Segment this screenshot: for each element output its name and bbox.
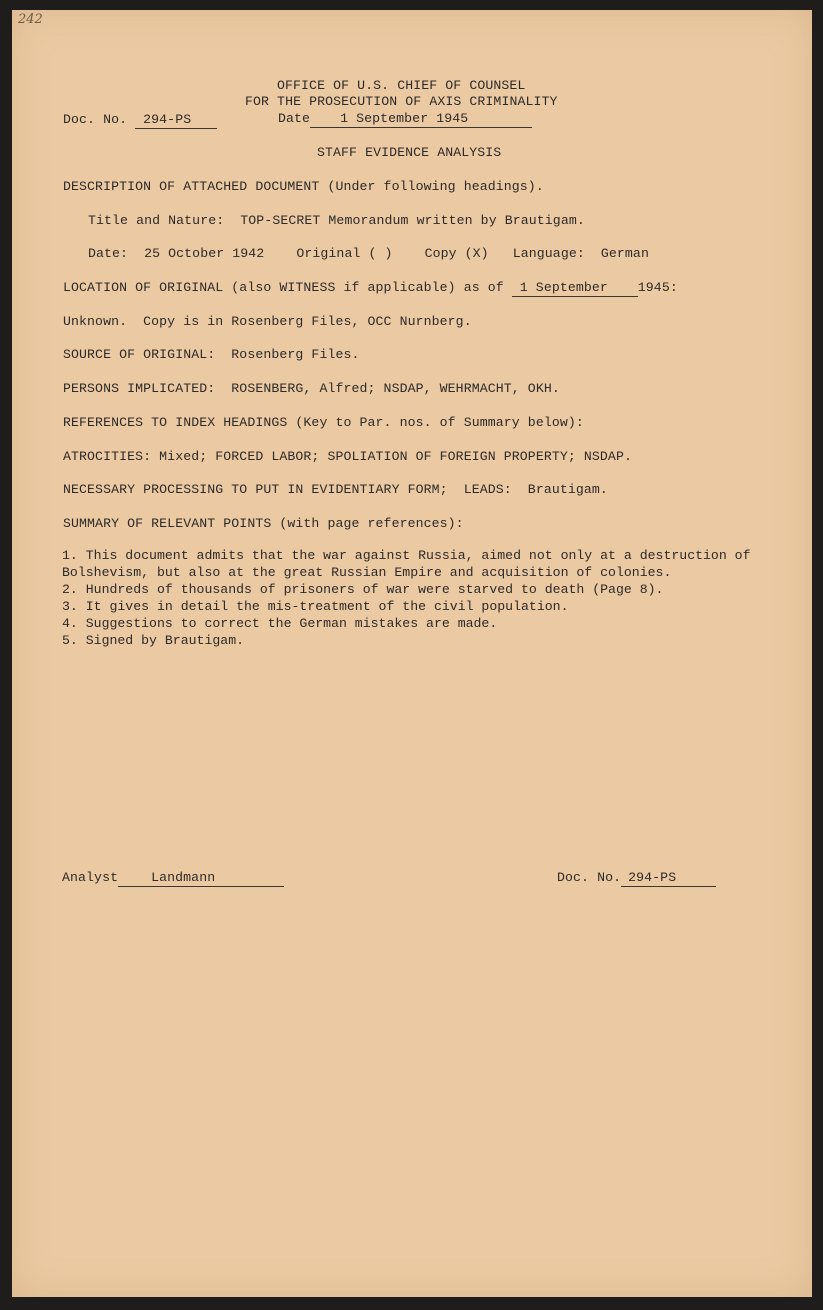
doc-no-value: 294-PS <box>143 112 192 127</box>
necessary-processing: NECESSARY PROCESSING TO PUT IN EVIDENTIARY FORM; LEADS: Brautigam. <box>63 482 608 497</box>
page-title: STAFF EVIDENCE ANALYSIS <box>317 145 502 160</box>
analyst-line <box>62 870 284 887</box>
atrocities: ATROCITIES: Mixed; FORCED LABOR; SPOLIATION OF FOREIGN PROPERTY; NSDAP. <box>63 449 632 464</box>
doc-no-label: Doc. No. <box>63 112 128 127</box>
references-to-index: REFERENCES TO INDEX HEADINGS (Key to Par. nos. of Summary below): <box>63 415 584 430</box>
doc-number-header <box>63 112 217 129</box>
persons-implicated: PERSONS IMPLICATED: ROSENBERG, Alfred; NSDAP, WEHRMACHT, OKH. <box>63 381 560 396</box>
summary-item: 1. This document admits that the war against Russia, aimed not only at a destruction of Bolshevism, but also at the great Russian Empire and acquisition of colonies. <box>62 548 759 580</box>
date-value: 1 September 1945 <box>340 111 469 126</box>
document-page <box>12 10 812 1297</box>
summary-list <box>62 547 782 649</box>
analyst-label: Analyst <box>62 870 119 885</box>
location-year: 1945: <box>637 280 678 295</box>
analyst-value: Landmann <box>151 870 216 885</box>
location-date: 1 September <box>519 280 608 295</box>
source-of-original: SOURCE OF ORIGINAL: Rosenberg Files. <box>63 347 360 362</box>
summary-item: 5. Signed by Brautigam. <box>62 633 245 648</box>
location-label: LOCATION OF ORIGINAL (also WITNESS if applicable) as of <box>63 280 504 295</box>
title-and-nature: Title and Nature: TOP-SECRET Memorandum written by Brautigam. <box>88 213 585 228</box>
description-heading: DESCRIPTION OF ATTACHED DOCUMENT (Under following headings). <box>63 179 544 194</box>
doc-number-footer <box>557 870 716 887</box>
footer-doc-no-label: Doc. No. <box>557 870 622 885</box>
summary-item: 3. It gives in detail the mis-treatment of the civil population. <box>62 599 569 614</box>
location-of-original <box>63 280 678 297</box>
date-line: Date: 25 October 1942 Original ( ) Copy (X) Language: German <box>88 246 649 261</box>
summary-heading: SUMMARY OF RELEVANT POINTS (with page references): <box>63 516 464 531</box>
header-line-2: FOR THE PROSECUTION OF AXIS CRIMINALITY <box>245 94 558 109</box>
footer-doc-no-value: 294-PS <box>628 870 677 885</box>
header-line-1: OFFICE OF U.S. CHIEF OF COUNSEL <box>277 78 526 93</box>
date-label: Date <box>278 111 311 126</box>
summary-item: 4. Suggestions to correct the German mistakes are made. <box>62 616 498 631</box>
date-header <box>278 111 532 128</box>
corner-note: 242 <box>18 12 43 27</box>
location-detail: Unknown. Copy is in Rosenberg Files, OCC Nurnberg. <box>63 314 472 329</box>
summary-item: 2. Hundreds of thousands of prisoners of war were starved to death (Page 8). <box>62 582 664 597</box>
